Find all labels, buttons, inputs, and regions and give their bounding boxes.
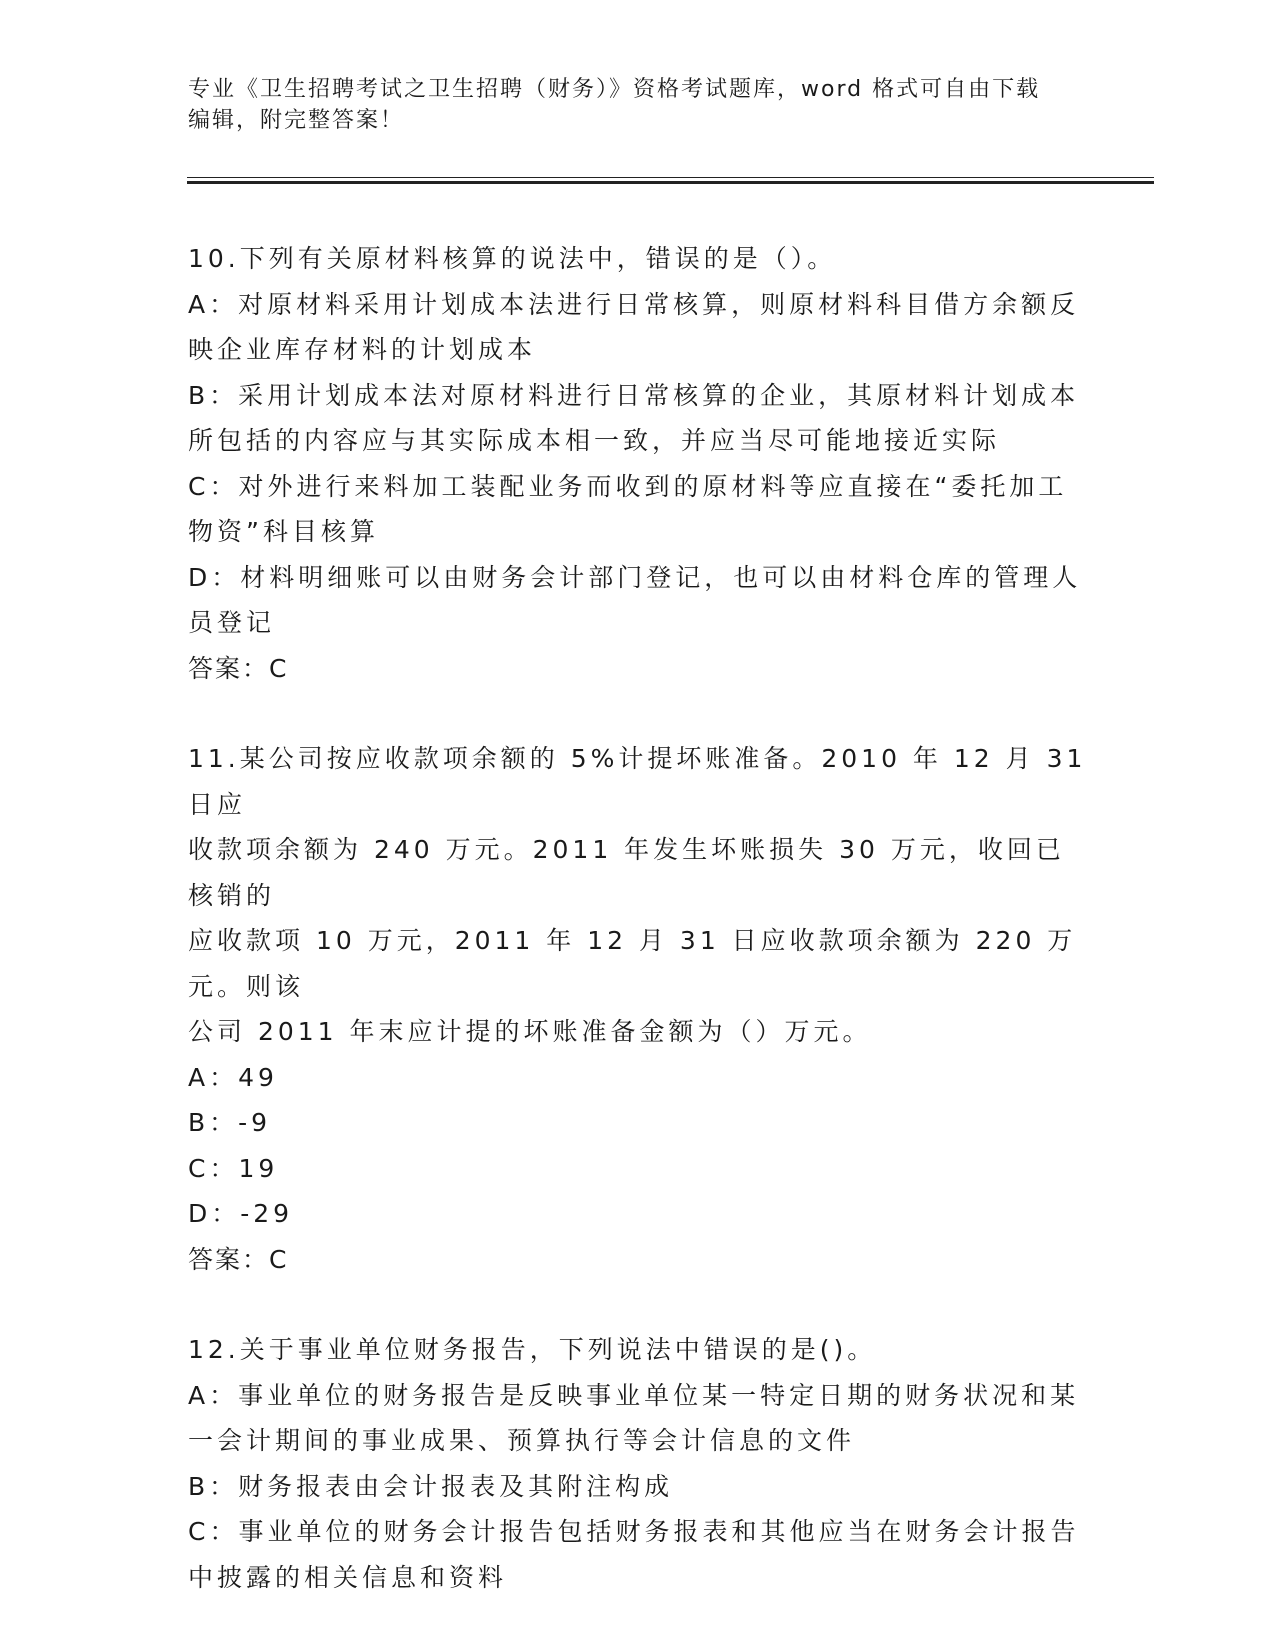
header-divider-thin: [187, 177, 1154, 178]
option-c-cont: 物资”科目核算: [188, 517, 379, 546]
option-c: C：事业单位的财务会计报告包括财务报表和其他应当在财务会计报告: [188, 1517, 1080, 1546]
question-stem: 12.关于事业单位财务报告，下列说法中错误的是()。: [188, 1335, 877, 1364]
answer: 答案：C: [188, 653, 289, 683]
option-a-cont: 映企业库存材料的计划成本: [188, 335, 537, 364]
option-a: A：对原材料采用计划成本法进行日常核算，则原材料科目借方余额反: [188, 289, 1080, 319]
question-stem-cont: 应收款项 10 万元，2011 年 12 月 31 日应收款项余额为 220 万元。则该: [188, 926, 1077, 1001]
question-stem-cont: 收款项余额为 240 万元。2011 年发生坏账损失 30 万元，收回已核销的: [188, 835, 1065, 910]
header-line: 编辑，附完整答案！: [188, 108, 405, 133]
option-b: B：采用计划成本法对原材料进行日常核算的企业，其原材料计划成本: [188, 380, 1080, 410]
option-d: D：材料明细账可以由财务会计部门登记，也可以由材料仓库的管理人: [188, 562, 1082, 592]
question-10: [188, 236, 1088, 691]
question-list: [188, 236, 1088, 1645]
option-b-cont: 所包括的内容应与其实际成本相一致，并应当尽可能地接近实际: [188, 426, 1001, 455]
option-a: A：49: [188, 1062, 278, 1092]
header-divider-thick: [187, 181, 1154, 184]
question-stem: 10.下列有关原材料核算的说法中，错误的是（）。: [188, 244, 837, 273]
option-c-cont: 中披露的相关信息和资料: [188, 1562, 508, 1592]
option-c: C：19: [188, 1153, 279, 1183]
option-b: B：财务报表由会计报表及其附注构成: [188, 1471, 674, 1501]
question-12: [188, 1327, 1088, 1600]
question-stem-cont: 公司 2011 年末应计提的坏账准备金额为（）万元。: [188, 1017, 872, 1046]
option-a-cont: 一会计期间的事业成果、预算执行等会计信息的文件: [188, 1426, 856, 1455]
option-b: B：-9: [188, 1108, 272, 1137]
document-header: [188, 74, 1088, 136]
answer: 答案：C: [188, 1244, 289, 1274]
question-stem: 11.某公司按应收款项余额的 5%计提坏账准备。2010 年 12 月 31 日应: [188, 744, 1087, 819]
option-d-cont: 员登记: [188, 608, 276, 637]
option-d: D：-29: [188, 1199, 294, 1228]
option-c: C：对外进行来料加工装配业务而收到的原材料等应直接在“委托加工: [188, 471, 1068, 501]
question-11: [188, 736, 1088, 1282]
option-a: A：事业单位的财务报告是反映事业单位某一特定日期的财务状况和某: [188, 1380, 1080, 1410]
header-line: 专业《卫生招聘考试之卫生招聘（财务）》资格考试题库，word 格式可自由下载: [188, 77, 1041, 102]
